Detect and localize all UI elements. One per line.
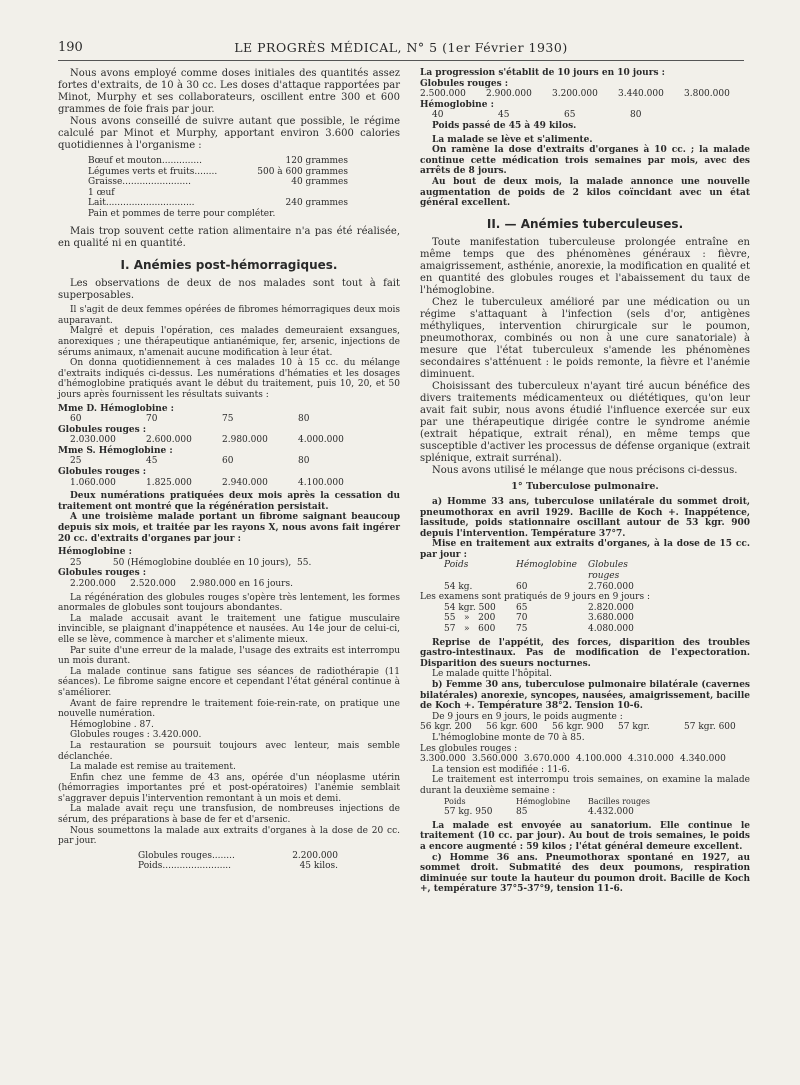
- value: 80: [298, 414, 310, 425]
- paragraph: Poids passé de 45 à 49 kilos.: [432, 120, 577, 131]
- cell: 4.080.000: [588, 624, 634, 635]
- page-number: 190: [58, 40, 83, 55]
- paragraph: Par suite d'une erreur de la malade, l'usage des extraits est interrompu un mois durant.: [58, 645, 400, 667]
- value: 56 kgr. 900: [552, 722, 604, 733]
- value: 1.825.000: [146, 477, 192, 488]
- diet-qty: 500 à 600 grammes: [257, 166, 348, 177]
- value: 75: [222, 414, 234, 425]
- value: 4.100.000: [298, 477, 344, 488]
- header-rule: [58, 60, 744, 61]
- value: 4.310.000: [628, 754, 674, 765]
- table-row: [444, 624, 750, 635]
- row-label: Globules rouges :: [58, 568, 147, 579]
- paragraph: On donna quotidiennement à ces malades 10 à 15 cc. du mélange d'extraits indiqués ci-dessus. Les numérations d'hématies et les dosages d'hémoglobine pratiqués avant le début du traitement, puis 10, 20, et 50 jours après fournissent les résultats suivants :: [58, 358, 400, 400]
- section-heading: I. Anémies post-hémorragiques.: [120, 257, 338, 272]
- paragraph: La malade avait reçu une transfusion, de nombreuses injections de sérum, des préparations à base de fer et d'arsenic.: [58, 804, 400, 826]
- value: 2.030.000: [70, 435, 116, 446]
- value: 4.100.000: [576, 754, 622, 765]
- paragraph: La malade accusait avant le traitement une fatigue musculaire invincible, se plaignant d'inappétence et nausées. Au 14e jour de celui-ci, elle se lève, commence à marcher et s'alimente mieux.: [58, 613, 400, 645]
- paragraph: Chez le tuberculeux amélioré par une médication ou un régime s'attaquant à l'infection (sels d'or, antigènes méthyliques, intervention chirurgicale sur le poumon, pneumothorax, combinés ou non à une cure sanatoriale) à mesure que l'état tuberculeux s'amende les phénomènes secondaires s'atténuent : le poids remonte, la fièvre et l'anémie diminuent.: [420, 297, 750, 381]
- values-line: 25 50 (Hémoglobine doublée en 10 jours), 55.: [70, 557, 312, 568]
- value: 25: [70, 456, 82, 467]
- value: 3.560.000: [472, 754, 518, 765]
- cell: 85: [516, 807, 528, 818]
- values-row: [420, 89, 750, 100]
- paragraph: Il s'agit de deux femmes opérées de fibromes hémorragiques deux mois auparavant.: [58, 305, 400, 326]
- paragraph: a) Homme 33 ans, tuberculose unilatérale du sommet droit, pneumothorax en avril 1929. Bacille de Koch +. Inappétence, lassitude, poids stationnaire oscillant autour de 53 kgr. 900 depuis l'intervention. Température 37°7.: [420, 496, 750, 539]
- table-row: [444, 603, 750, 614]
- col-head: Poids: [444, 560, 469, 571]
- paragraph: c) Homme 36 ans. Pneumothorax spontané en 1927, au sommet droit. Submatité des deux poumons, respiration diminuée sur toute la hauteur du poumon droit. Bacille de Koch +, température 37°5-37°9, tension 11-6.: [420, 852, 750, 895]
- left-column: [58, 68, 400, 878]
- cell: 4.432.000: [588, 807, 634, 818]
- value: 3.440.000: [618, 89, 664, 100]
- values-row: [70, 456, 400, 467]
- diet-row: [88, 156, 348, 167]
- table-header: [444, 560, 750, 581]
- subsection-heading: 1° Tuberculose pulmonaire.: [511, 481, 659, 493]
- value: 70: [146, 414, 158, 425]
- diet-row: [88, 198, 348, 209]
- section-heading: II. — Anémies tuberculeuses.: [486, 216, 684, 231]
- paragraph: La régénération des globules rouges s'opère très lentement, les formes anormales de globules sont toujours abondantes.: [58, 592, 400, 614]
- col-head: Globules rouges: [588, 560, 628, 582]
- final-item: Poids........................: [138, 861, 232, 872]
- value: 3.800.000: [684, 89, 730, 100]
- value: 40: [432, 110, 444, 121]
- value: 2.600.000: [146, 435, 192, 446]
- table-row: [444, 582, 750, 593]
- diet-row: [88, 167, 348, 178]
- paragraph: Choisissant des tuberculeux n'ayant tiré aucun bénéfice des divers traitements médicamenteux ou diététiques, qu'on leur avait fait subir, nous avons étudié l'influence exercée sur eux par une thérapeutique dirigée contre le syndrome anémie (extrait hépatique, extrait rénal), en même temps que susceptible d'activer les processus de défense organique (extrait splénique, extrait surrénal).: [420, 381, 750, 465]
- paragraph: Les examens sont pratiqués de 9 jours en 9 jours :: [420, 592, 650, 603]
- final-row: [138, 861, 338, 872]
- values-line: 2.200.000 2.520.000 2.980.000 en 16 jours.: [70, 579, 293, 589]
- cell: 54 kg.: [444, 581, 473, 592]
- table-row: [444, 613, 750, 624]
- row-label: Globules rouges :: [58, 467, 147, 478]
- value: 57 kgr. 600: [684, 722, 736, 733]
- value: 80: [298, 456, 310, 467]
- final-qty: 45 kilos.: [299, 861, 338, 872]
- final-item: Globules rouges........: [138, 850, 235, 861]
- values-row: [420, 722, 750, 733]
- paragraph: Avant de faire reprendre le traitement foie-rein-rate, on pratique une nouvelle numération.: [58, 698, 400, 720]
- paragraph: La tension est modifiée : 11-6.: [432, 764, 571, 775]
- final-values: [138, 851, 338, 872]
- paragraph: La malade est remise au traitement.: [70, 762, 236, 773]
- paragraph: Reprise de l'appétit, des forces, disparition des troubles gastro-intestinaux. Pas de modification de l'expectoration. Disparition des sueurs nocturnes.: [420, 637, 750, 669]
- diet-qty: 40 grammes: [291, 177, 348, 188]
- paragraph: Nous avons conseillé de suivre autant que possible, le régime calculé par Minot et Murphy, apportant environ 3.600 calories quotidiennes à l'organisme :: [58, 116, 400, 151]
- row-label: Hémoglobine :: [58, 547, 132, 558]
- value: 56 kgr. 200: [420, 722, 472, 733]
- paragraph: La restauration se poursuit toujours avec lenteur, mais semble déclanchée.: [58, 740, 400, 762]
- cell: 2.820.000: [588, 602, 634, 613]
- value: 57 kgr.: [618, 722, 650, 733]
- paragraph: Le traitement est interrompu trois semaines, on examine la malade durant la deuxième semaine :: [420, 775, 750, 796]
- value: 3.300.000: [420, 754, 466, 765]
- cell: 60: [516, 581, 528, 592]
- value: 80: [630, 110, 642, 121]
- table-header: [444, 797, 750, 808]
- value: 3.670.000: [524, 754, 570, 765]
- paragraph: La malade continue sans fatigue ses séances de radiothérapie (11 séances). Le fibrome saigne encore et cependant l'état général continue à s'améliorer.: [58, 666, 400, 698]
- paragraph: Nous avons employé comme doses initiales des quantités assez fortes d'extraits, de 10 à 30 cc. Les doses d'attaque rapportées par Minot, Murphy et ses collaborateurs, oscillent entre 300 et 600 grammes de foie frais par jour.: [58, 68, 400, 115]
- paragraph: La malade est envoyée au sanatorium. Elle continue le traitement (10 cc. par jour). Au bout de trois semaines, le poids a encore augmenté : 59 kilos ; l'état général demeure excellent.: [420, 820, 750, 852]
- value: 4.000.000: [298, 435, 344, 446]
- value: 2.980.000: [222, 435, 268, 446]
- final-qty: 2.200.000: [292, 850, 338, 861]
- diet-row: [88, 177, 348, 188]
- cell: 2.760.000: [588, 581, 634, 592]
- paragraph: L'hémoglobine monte de 70 à 85.: [432, 732, 585, 743]
- diet-item: Légumes verts et fruits........: [88, 166, 218, 177]
- paragraph: Nous soumettons la malade aux extraits d'organes à la dose de 20 cc. par jour.: [58, 825, 400, 847]
- cell: 3.680.000: [588, 613, 634, 624]
- right-column: [420, 68, 750, 895]
- value: 60: [222, 456, 234, 467]
- paragraph: La progression s'établit de 10 jours en 10 jours :: [420, 68, 665, 78]
- value: 60: [70, 414, 82, 425]
- diet-item: Pain et pommes de terre pour compléter.: [88, 208, 276, 219]
- values-row: [420, 754, 750, 765]
- col-head: Hémoglobine: [516, 560, 577, 571]
- cell: 57 » 600: [444, 624, 496, 635]
- values-row: [70, 478, 400, 489]
- paragraph: Mais trop souvent cette ration alimentaire n'a pas été réalisée, en qualité ni en quantité.: [58, 225, 400, 249]
- cell: 65: [516, 602, 528, 613]
- running-title: LE PROGRÈS MÉDICAL, N° 5 (1er Février 1930): [234, 40, 568, 55]
- diet-item: Graisse........................: [88, 177, 191, 188]
- paragraph: Le malade quitte l'hôpital.: [432, 669, 553, 680]
- values-row: [70, 414, 400, 425]
- paragraph: Les observations de deux de nos malades sont tout à fait superposables.: [58, 278, 400, 302]
- paragraph: On ramène la dose d'extraits d'organes à 10 cc. ; la malade continue cette médication trois semaines par mois, avec des arrêts de 8 jours.: [420, 145, 750, 177]
- value: 56 kgr. 600: [486, 722, 538, 733]
- paragraph: Globules rouges : 3.420.000.: [70, 730, 202, 741]
- paragraph: Deux numérations pratiquées deux mois après la cessation du traitement ont montré que la régénération persistait.: [58, 491, 400, 512]
- cell: 55 » 200: [444, 613, 496, 624]
- row-label: Globules rouges :: [58, 424, 147, 435]
- diet-row: [88, 209, 348, 220]
- value: 45: [146, 456, 158, 467]
- value: 4.340.000: [680, 754, 726, 765]
- paragraph: De 9 jours en 9 jours, le poids augmente :: [432, 711, 623, 722]
- diet-item: Bœuf et mouton..............: [88, 156, 202, 166]
- table-row: [444, 807, 750, 818]
- page-header: [58, 40, 744, 60]
- col-head: Poids: [444, 796, 466, 806]
- values-row: [432, 110, 750, 121]
- diet-row: [88, 188, 348, 199]
- diet-item: 1 œuf: [88, 187, 115, 198]
- paragraph: b) Femme 30 ans, tuberculose pulmonaire bilatérale (cavernes bilatérales) anorexie, syncopes, nausées, amaigrissement, bacille de Koch +. Température 38°2. Tension 10-6.: [420, 680, 750, 712]
- value: 2.900.000: [486, 89, 532, 100]
- final-row: [138, 851, 338, 862]
- paragraph: Hémoglobine . 87.: [70, 719, 154, 730]
- values-row: [70, 435, 400, 446]
- paragraph: Malgré et depuis l'opération, ces malades demeuraient exsangues, anorexiques ; une thérapeutique antianémique, fer, arsenic, injections de sérums animaux, n'amenait aucune modification à leur état.: [58, 326, 400, 358]
- value: 2.940.000: [222, 477, 268, 488]
- row-label: Hémoglobine :: [420, 99, 494, 110]
- cell: 75: [516, 624, 528, 635]
- cell: 57 kg. 950: [444, 807, 493, 818]
- value: 1.060.000: [70, 477, 116, 488]
- value: 3.200.000: [552, 89, 598, 100]
- diet-list: [88, 156, 348, 220]
- cell: 70: [516, 613, 528, 624]
- col-head: Hémoglobine: [516, 796, 571, 806]
- row-label: Globules rouges :: [420, 78, 509, 89]
- value: 45: [498, 110, 510, 121]
- paragraph: Nous avons utilisé le mélange que nous précisons ci-dessus.: [432, 465, 738, 477]
- paragraph: Enfin chez une femme de 43 ans, opérée d'un néoplasme utérin (hémorragies importantes pré et post-opératoires) l'anémie semblait s'aggraver depuis l'intervention remontant à un mois et demi.: [58, 772, 400, 804]
- value: 65: [564, 110, 576, 121]
- diet-item: Lait...............................: [88, 198, 195, 209]
- value: 2.500.000: [420, 89, 466, 100]
- paragraph: La malade se lève et s'alimente.: [432, 134, 593, 145]
- patient-label: Mme D. Hémoglobine :: [58, 403, 175, 414]
- col-head: Bacilles rouges: [588, 796, 650, 806]
- paragraph: Les globules rouges :: [420, 743, 518, 754]
- paragraph: Toute manifestation tuberculeuse prolongée entraîne en même temps que des phénomènes généraux : fièvre, amaigrissement, asthénie, anorexie, la modification en qualité et en quantité des globules rouges et l'abaissement du taux de l'hémoglobine.: [420, 237, 750, 297]
- paragraph: Mise en traitement aux extraits d'organes, à la dose de 15 cc. par jour :: [420, 539, 750, 560]
- diet-qty: 240 grammes: [285, 198, 348, 209]
- patient-label: Mme S. Hémoglobine :: [58, 445, 173, 456]
- paragraph: A une troisième malade portant un fibrome saignant beaucoup depuis six mois, et traitée par les rayons X, nous avons fait ingérer 20 cc. d'extraits d'organes par jour :: [58, 512, 400, 544]
- paragraph: Au bout de deux mois, la malade annonce une nouvelle augmentation de poids de 2 kilos coïncidant avec un état général excellent.: [420, 176, 750, 209]
- diet-qty: 120 grammes: [285, 156, 348, 166]
- cell: 54 kgr. 500: [444, 602, 496, 613]
